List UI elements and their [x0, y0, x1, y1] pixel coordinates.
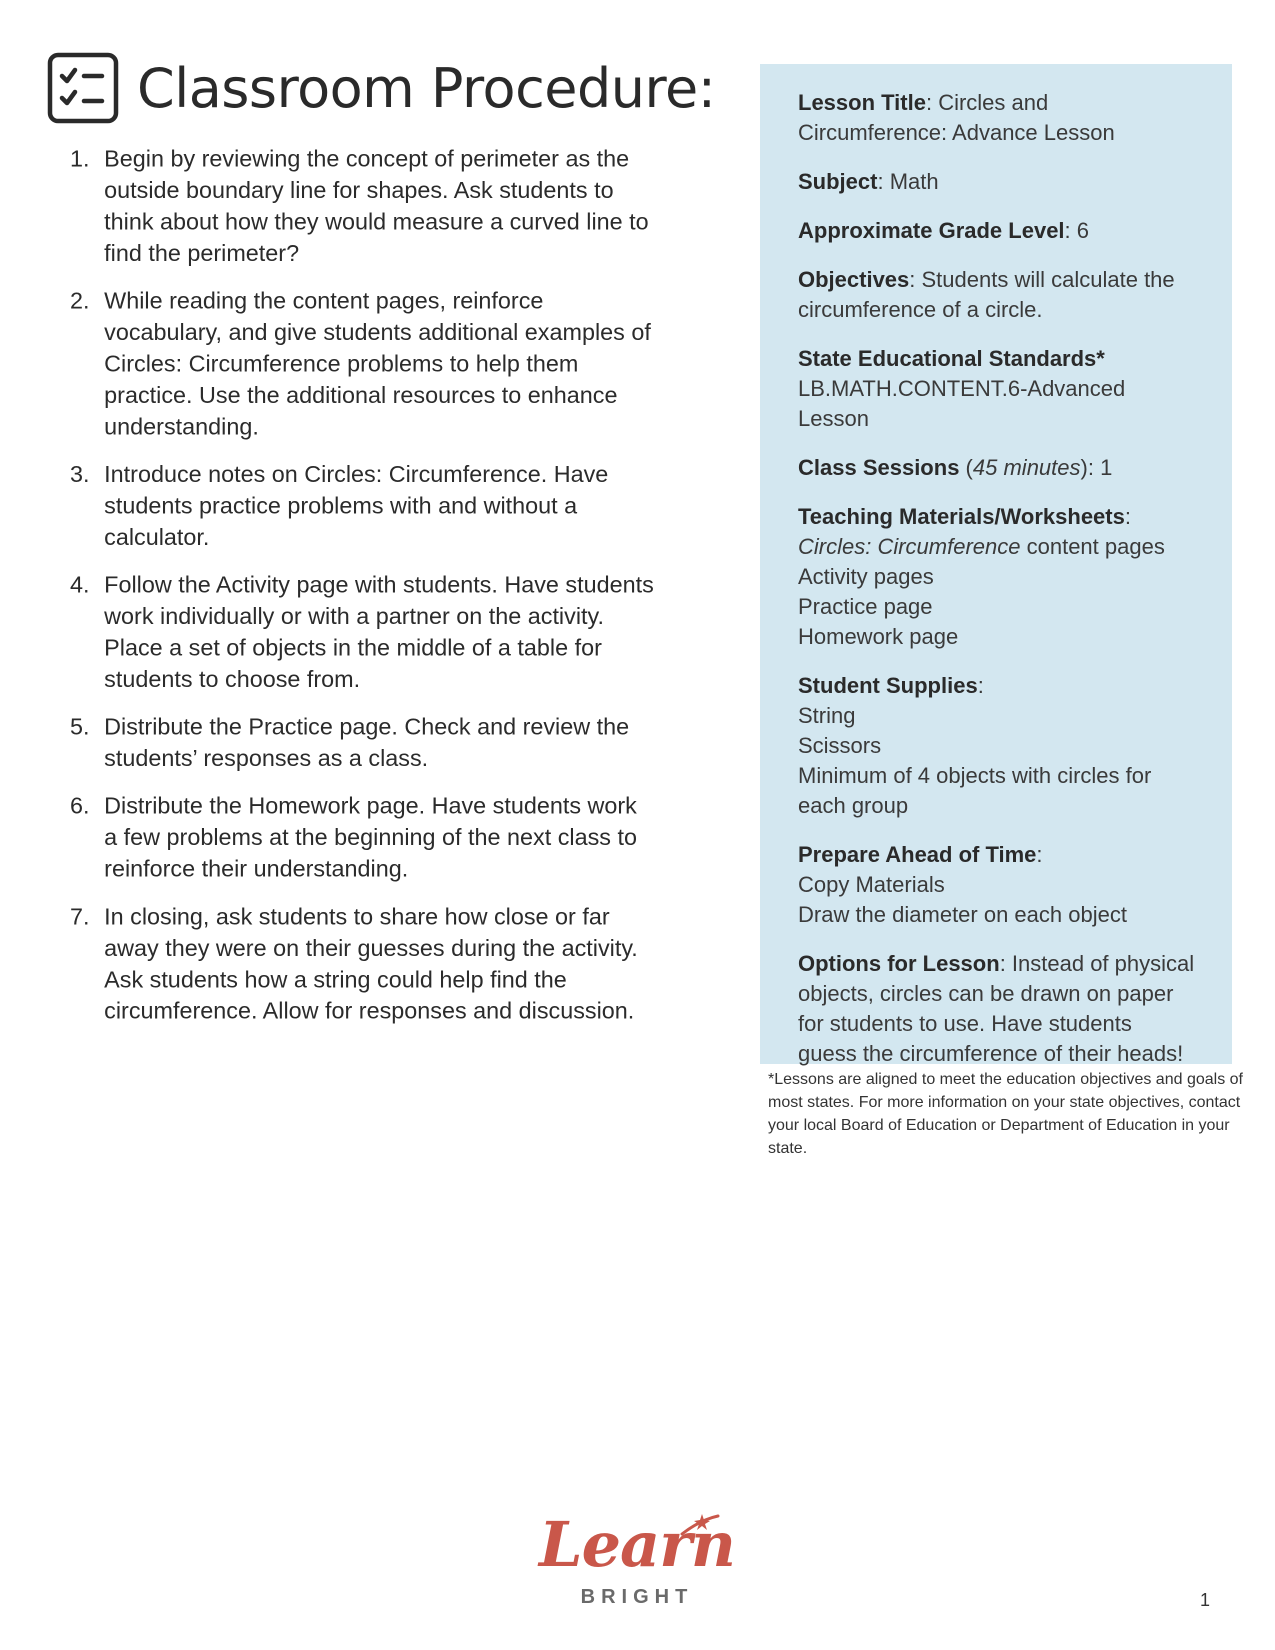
procedure-step-number: 3.: [70, 460, 90, 488]
materials-block: [798, 502, 1196, 652]
materials-item: Practice page: [798, 594, 933, 619]
standards-footnote: *Lessons are aligned to meet the education objectives and goals of most states. For more information on your state objectives, contact your local Board of Education or Department of Education in your state.: [768, 1071, 1243, 1157]
procedure-step: [70, 459, 654, 553]
procedure-step-text: Begin by reviewing the concept of perimeter as the outside boundary line for shapes. Ask students to think about how they would measure a curved line to find the perimeter?: [104, 144, 649, 267]
grade-label: Approximate Grade Level: [798, 218, 1065, 243]
logo-wordmark: Learn: [539, 1508, 735, 1581]
materials-label: Teaching Materials/Worksheets: [798, 504, 1125, 529]
procedure-step-text: While reading the content pages, reinforce vocabulary, and give students additional examples of Circles: Circumference problems to help them practice. Use the additional resources to enhance understanding.: [104, 286, 651, 440]
supplies-item: String: [798, 703, 856, 728]
lesson-title-label: Lesson Title: [798, 90, 926, 115]
sessions-minutes: 45 minutes: [972, 455, 1081, 480]
lesson-title-value: : Circles and Circumference: Advance Lesson: [798, 90, 1115, 145]
page-title: Classroom Procedure:: [137, 56, 716, 120]
procedure-step-text: Follow the Activity page with students. Have students work individually or with a partner on the activity. Place a set of objects in the middle of a table for students to choose from.: [104, 570, 654, 693]
objectives-label: Objectives: [798, 267, 910, 292]
procedure-step: [70, 143, 654, 269]
subject-block: [798, 167, 1196, 197]
procedure-list: [70, 143, 654, 1043]
page-number: 1: [1200, 1590, 1211, 1610]
procedure-step-text: Introduce notes on Circles: Circumference. Have students practice problems with and without a calculator.: [104, 460, 609, 551]
prepare-block: [798, 840, 1196, 930]
materials-colon: :: [1124, 504, 1131, 529]
procedure-step: [70, 711, 654, 774]
grade-value: : 6: [1064, 218, 1090, 243]
objectives-value: : Students will calculate the circumference of a circle.: [798, 267, 1175, 322]
logo-subtitle: BRIGHT: [580, 1586, 694, 1608]
subject-label: Subject: [798, 169, 878, 194]
procedure-step-number: 7.: [70, 902, 90, 930]
materials-item-italic: Circles: Circumference: [798, 534, 1021, 559]
prepare-item: Copy Materials: [798, 872, 945, 897]
materials-item-rest: content pages: [1020, 534, 1165, 559]
standards-block: [798, 344, 1196, 434]
standards-value: LB.MATH.CONTENT.6-Advanced Lesson: [798, 376, 1126, 431]
objectives-block: [798, 265, 1196, 325]
procedure-step-text: Distribute the Practice page. Check and review the students’ responses as a class.: [104, 713, 630, 772]
learn-bright-logo: [532, 1508, 742, 1618]
procedure-step-number: 5.: [70, 713, 90, 741]
procedure-step: [70, 569, 654, 695]
procedure-step-text: Distribute the Homework page. Have students work a few problems at the beginning of the next class to reinforce their understanding.: [104, 792, 637, 883]
supplies-item: Minimum of 4 objects with circles for each group: [798, 763, 1152, 818]
supplies-colon: :: [977, 673, 984, 698]
procedure-step-number: 2.: [70, 286, 90, 314]
procedure-step-number: 6.: [70, 792, 90, 820]
sessions-block: [798, 453, 1196, 483]
checklist-icon: [47, 52, 119, 124]
standards-label: State Educational Standards*: [798, 346, 1105, 371]
materials-item: Homework page: [798, 624, 959, 649]
sessions-label: Class Sessions: [798, 455, 960, 480]
procedure-step: [70, 790, 654, 884]
prepare-label: Prepare Ahead of Time: [798, 842, 1037, 867]
supplies-label: Student Supplies: [798, 673, 978, 698]
procedure-step-text: In closing, ask students to share how close or far away they were on their guesses during the activity. Ask students how a string could help find the circumference. Allow for responses and discussion.: [104, 902, 638, 1025]
materials-item: Activity pages: [798, 564, 934, 589]
procedure-step: [70, 285, 654, 442]
procedure-step: [70, 901, 654, 1027]
supplies-item: Scissors: [798, 733, 882, 758]
options-block: [798, 949, 1196, 1069]
options-label: Options for Lesson: [798, 951, 1000, 976]
page-header: [47, 52, 715, 124]
sessions-open: (: [959, 455, 973, 480]
prepare-item: Draw the diameter on each object: [798, 902, 1127, 927]
grade-block: [798, 216, 1196, 246]
options-value: : Instead of physical objects, circles can be drawn on paper for students to use. Have students guess the circumference of their heads!: [798, 951, 1195, 1066]
procedure-step-number: 4.: [70, 570, 90, 598]
sessions-count: ): 1: [1080, 455, 1113, 480]
prepare-colon: :: [1036, 842, 1043, 867]
supplies-block: [798, 671, 1196, 821]
subject-value: : Math: [877, 169, 939, 194]
lesson-title-block: [798, 88, 1196, 148]
procedure-step-number: 1.: [70, 144, 90, 172]
lesson-info-box: [760, 64, 1232, 1064]
